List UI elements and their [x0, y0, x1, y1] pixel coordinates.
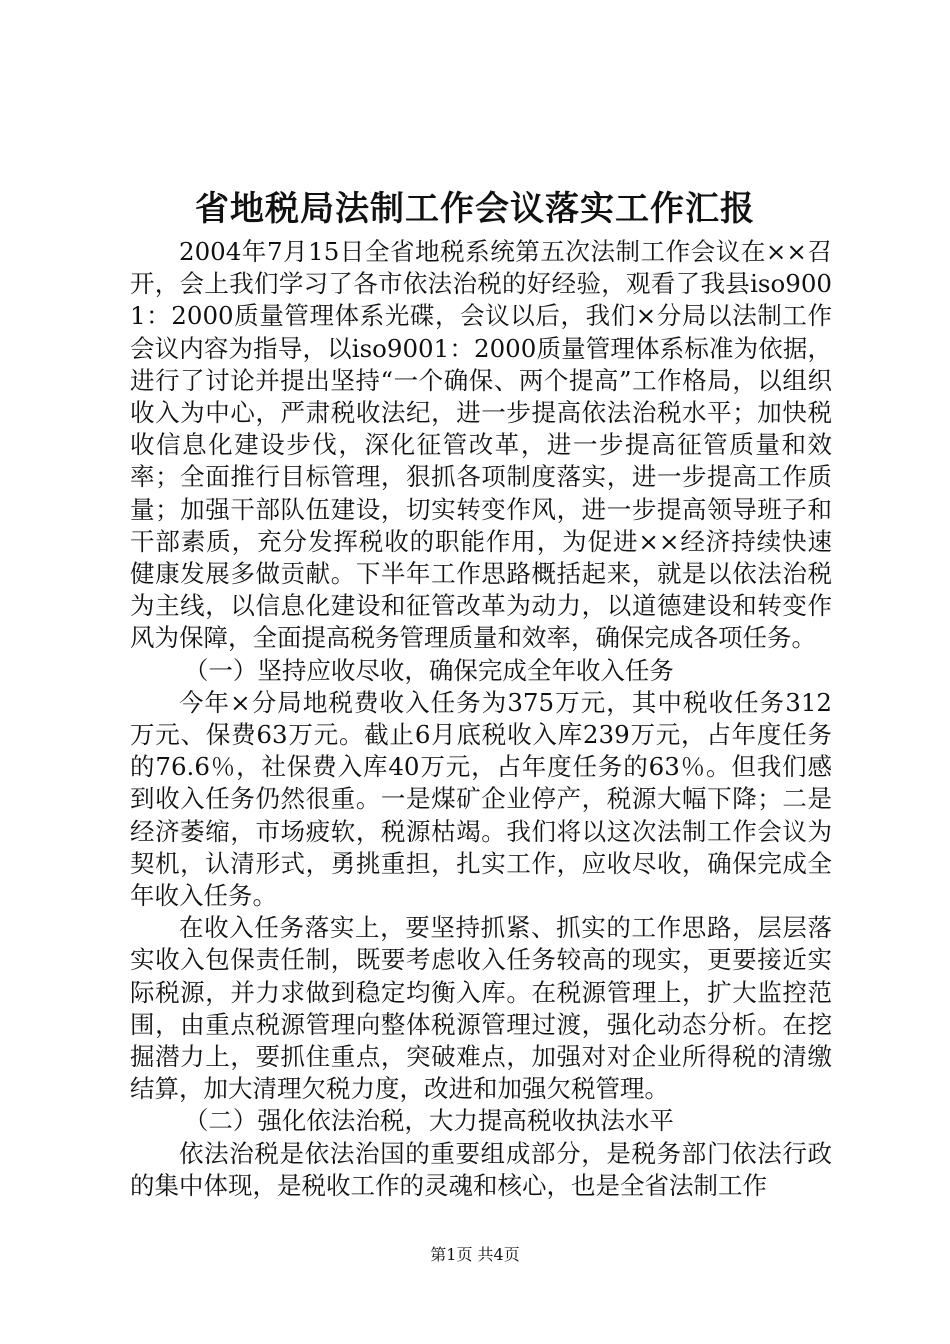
section-heading-1: （一）坚持应收尽收，确保完成全年收入任务	[183, 655, 674, 685]
paragraph-revenue-implementation: 在收入任务落实上，要坚持抓紧、抓实的工作思路，层层落实收入包保责任制，既要考虑收入任务较高的现实，更要接近实际税源，并力求做到稳定均衡入库。在税源管理上，扩大监控范围，由重点税源管理向整体税源管理过渡，强化动态分析。在挖掘潜力上，要抓住重点，突破难点，加强对对企业所得税的清缴结算，加大清理欠税力度，改进和加强欠税管理。	[130, 913, 832, 1104]
paragraph-intro: 2004年7月15日全省地税系统第五次法制工作会议在××召开，会上我们学习了各市依法治税的好经验，观看了我县iso9001：2000质量管理体系光碟，会议以后，我们×分局以法制工作会议内容为指导，以iso9001：2000质量管理体系标准为依据，进行了讨论并提出坚持“一个确保、两个提高”工作格局，以组织收入为中心，严肃税收法纪，进一步提高依法治税水平；加快税收信息化建设步伐，深化征管改革，进一步提高征管质量和效率；全面推行目标管理，狠抓各项制度落实，进一步提高工作质量；加强干部队伍建设，切实转变作风，进一步提高领导班子和干部素质，充分发挥税收的职能作用，为促进××经济持续快速健康发展多做贡献。下半年工作思路概括起来，就是以依法治税为主线，以信息化建设和征管改革为动力，以道德建设和转变作风为保障，全面提高税务管理质量和效率，确保完成各项任务。	[130, 237, 832, 653]
section-heading-2: （二）强化依法治税，大力提高税收执法水平	[183, 1106, 674, 1136]
paragraph-revenue-task: 今年×分局地税费收入任务为375万元，其中税收任务312万元、保费63万元。截止6月底税收入库239万元，占年度任务的76.6％，社保费入库40万元，占年度任务的63％。但我们感到收入任务仍然很重。一是煤矿企业停产，税源大幅下降；二是经济萎缩，市场疲软，税源枯竭。我们将以这次法制工作会议为契机，认清形式，勇挑重担，扎实工作，应收尽收，确保完成全年收入任务。	[130, 687, 832, 911]
document-title: 省地税局法制工作会议落实工作汇报	[195, 189, 755, 229]
paragraph-rule-of-law: 依法治税是依法治国的重要组成部分，是税务部门依法行政的集中体现，是税收工作的灵魂和核心，也是全省法制工作	[130, 1138, 832, 1200]
page-footer: 第1页 共4页	[430, 1245, 520, 1264]
document-body	[130, 236, 832, 1202]
